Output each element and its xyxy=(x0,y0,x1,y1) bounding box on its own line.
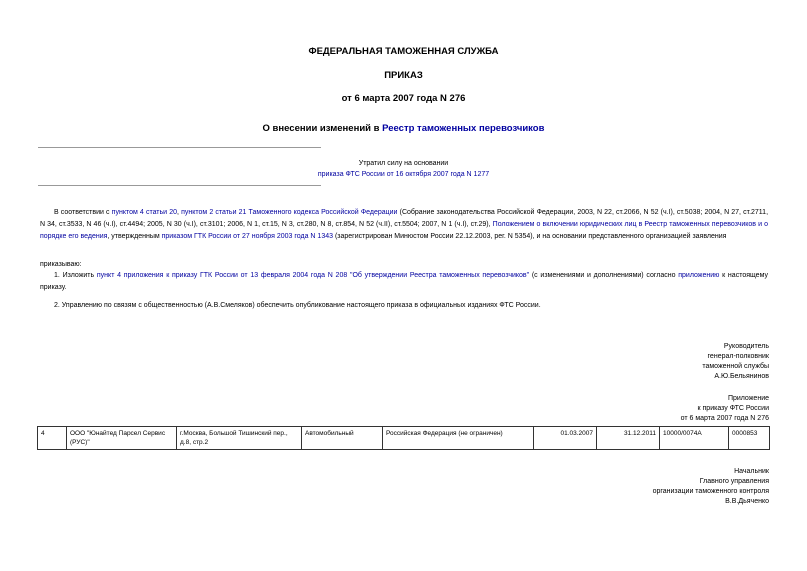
table-cell: г.Москва, Большой Тишинский пер., д.8, стр.2 xyxy=(177,427,302,450)
table-cell: Российская Федерация (не ограничен) xyxy=(383,427,534,450)
signature-line: Руководитель xyxy=(723,343,769,350)
agency-name: ФЕДЕРАЛЬНАЯ ТАМОЖЕННАЯ СЛУЖБА xyxy=(308,46,499,57)
carrier-table xyxy=(37,426,770,450)
signature-head xyxy=(702,342,769,382)
link-gtk-order-208[interactable]: пункт 4 приложения к приказу ГТК России от 13 февраля 2004 года N 208 "Об утверждении Реестра таможенных перевозчиков" xyxy=(96,272,530,279)
signature-final xyxy=(653,467,769,507)
table-cell: 01.03.2007 xyxy=(534,427,597,450)
doc-date-number: от 6 марта 2007 года N 276 xyxy=(341,93,466,104)
appendix-line: от 6 марта 2007 года N 276 xyxy=(680,415,769,422)
signature-line: Главного управления xyxy=(699,478,769,485)
signature-line: таможенной службы xyxy=(702,363,769,370)
appendix-line: к приказу ФТС России xyxy=(697,405,769,412)
text: к настоящему приказу. xyxy=(40,272,768,291)
signature-line: генерал-полковник xyxy=(707,353,769,360)
text: 1. Изложить xyxy=(54,272,97,279)
link-regulation[interactable]: Положением о включении юридических лиц в Реестр таможенных перевозчиков и о порядке его ведения xyxy=(40,221,768,240)
void-order-link[interactable]: приказа ФТС России от 16 октября 2007 года N 1277 xyxy=(317,171,490,178)
signature-line: организации таможенного контроля xyxy=(652,488,769,495)
table-row xyxy=(38,427,770,450)
divider-bottom xyxy=(38,185,321,186)
table-cell: 10000/0074А xyxy=(660,427,729,450)
table-cell: 31.12.2011 xyxy=(597,427,660,450)
table-cell: 0000853 xyxy=(729,427,770,450)
doc-type: ПРИКАЗ xyxy=(384,70,423,81)
paragraph-item-2: 2. Управлению по связям с общественностью (А.В.Смеляков) обеспечить опубликование настоящего приказа в официальных изданиях ФТС России. xyxy=(54,302,541,309)
doc-title xyxy=(0,123,807,134)
link-gtk-order-1343[interactable]: приказом ГТК России от 27 ноября 2003 года N 1343 xyxy=(161,233,334,240)
order-word: приказываю: xyxy=(40,261,82,268)
appendix-line: Приложение xyxy=(727,395,769,402)
table-cell: ООО "Юнайтед Парсел Сервис (РУС)" xyxy=(67,427,177,450)
text: В соответствии с xyxy=(54,209,112,216)
text: (с изменениями и дополнениями) согласно xyxy=(529,272,679,279)
link-appendix[interactable]: приложению xyxy=(678,272,720,279)
signature-line: Начальник xyxy=(734,468,769,475)
divider-top xyxy=(38,147,321,148)
doc-title-text: О внесении изменений в xyxy=(262,123,383,134)
paragraph-item-1 xyxy=(40,270,768,294)
link-customs-code[interactable]: пунктом 2 статьи 21 Таможенного кодекса Российской Федерации xyxy=(181,209,398,216)
appendix-header xyxy=(681,394,769,424)
table-cell: 4 xyxy=(38,427,67,450)
signature-line: А.Ю.Бельянинов xyxy=(714,373,769,380)
void-note-link[interactable] xyxy=(0,169,807,180)
text: , утвержденным xyxy=(107,233,162,240)
void-note-line1: Утратил силу на основании xyxy=(358,160,449,167)
registry-link[interactable]: Реестр таможенных перевозчиков xyxy=(382,123,545,134)
text: (зарегистрирован Минюстом России 22.12.2003, рег. N 5354), и на основании представленного организацией заявления xyxy=(333,233,727,240)
table-cell: Автомобильный xyxy=(302,427,383,450)
text: , xyxy=(177,209,182,216)
paragraph-basis xyxy=(40,207,768,243)
link-article-20[interactable]: пунктом 4 статьи 20 xyxy=(111,209,177,216)
text: (Собрание законодательства Российской Федерации, 2003, N 22, ст.2066, N 52 (ч.I), ст.5038; 2004, N 27, ст.2711, N 34, ст.3533, N 46 (ч.I), ст.4494; 2005, N 30 (ч.I), ст.3101; 2006, N 1, ст.15, N 3, ст.280, N 8, ст.854, N 52 (ч.II), ст.5504; 2007, N 1 (ч.I), ст.29), xyxy=(40,209,769,228)
signature-line: В.В.Дьяченко xyxy=(725,498,769,505)
